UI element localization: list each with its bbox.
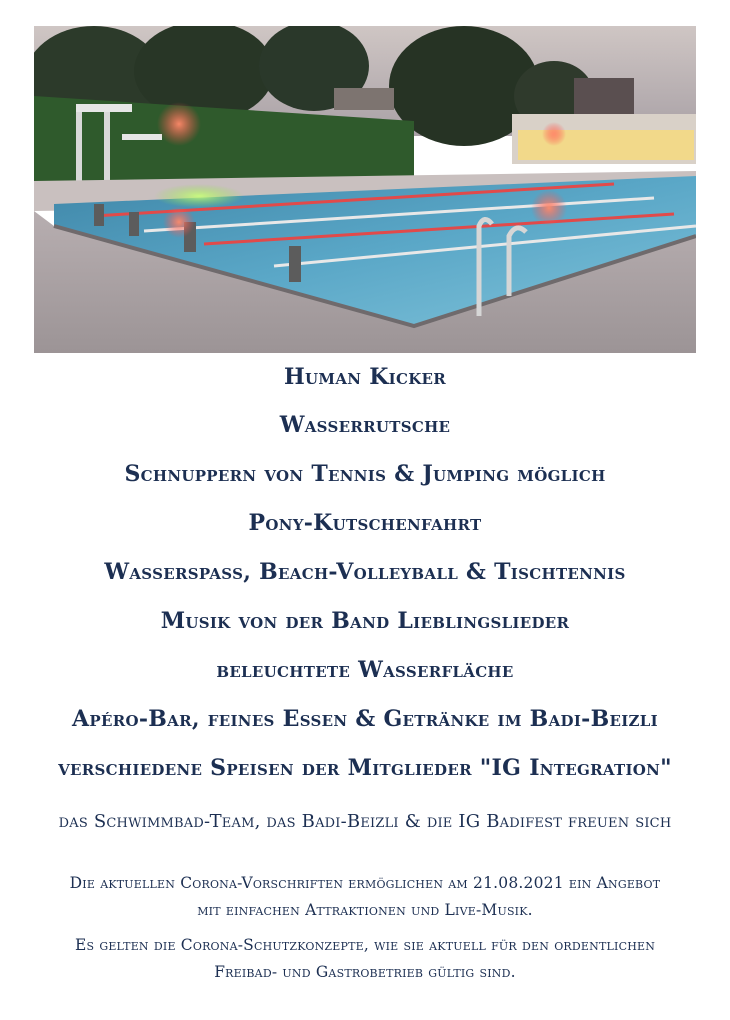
attraction-water-slide: Wasserrutsche xyxy=(279,412,451,438)
notice-line-3: Es gelten die Corona-Schutzkonzepte, wie sie aktuell für den ordentlichen xyxy=(74,936,656,954)
attraction-ig-integration-food: verschiedene Speisen der Mitglieder "IG Integration" xyxy=(58,755,672,781)
pool-photo xyxy=(34,26,696,353)
attraction-band-music: Musik von der Band Lieblingslieder xyxy=(160,608,570,634)
pool-photo-image xyxy=(34,26,696,353)
attraction-water-fun: Wasserspass, Beach-Volleyball & Tischtennis xyxy=(104,559,626,585)
attraction-apero-bar: Apéro-Bar, feines Essen & Getränke im Badi-Beizli xyxy=(72,706,658,732)
attraction-pony-ride: Pony-Kutschenfahrt xyxy=(248,510,482,536)
notice-line-1: Die aktuellen Corona-Vorschriften ermöglichen am 21.08.2021 ein Angebot xyxy=(69,874,661,892)
hosts-text: das Schwimmbad-Team, das Badi-Beizli & die IG Badifest freuen sich xyxy=(58,811,672,832)
notice-line-4: Freibad- und Gastrobetrieb gültig sind. xyxy=(214,963,516,981)
attraction-lit-water: beleuchtete Wasserfläche xyxy=(216,657,514,683)
attraction-tennis-jumping: Schnuppern von Tennis & Jumping möglich xyxy=(124,461,606,487)
attraction-human-kicker: Human Kicker xyxy=(283,364,447,390)
notice-line-2: mit einfachen Attraktionen und Live-Musik. xyxy=(197,901,533,919)
